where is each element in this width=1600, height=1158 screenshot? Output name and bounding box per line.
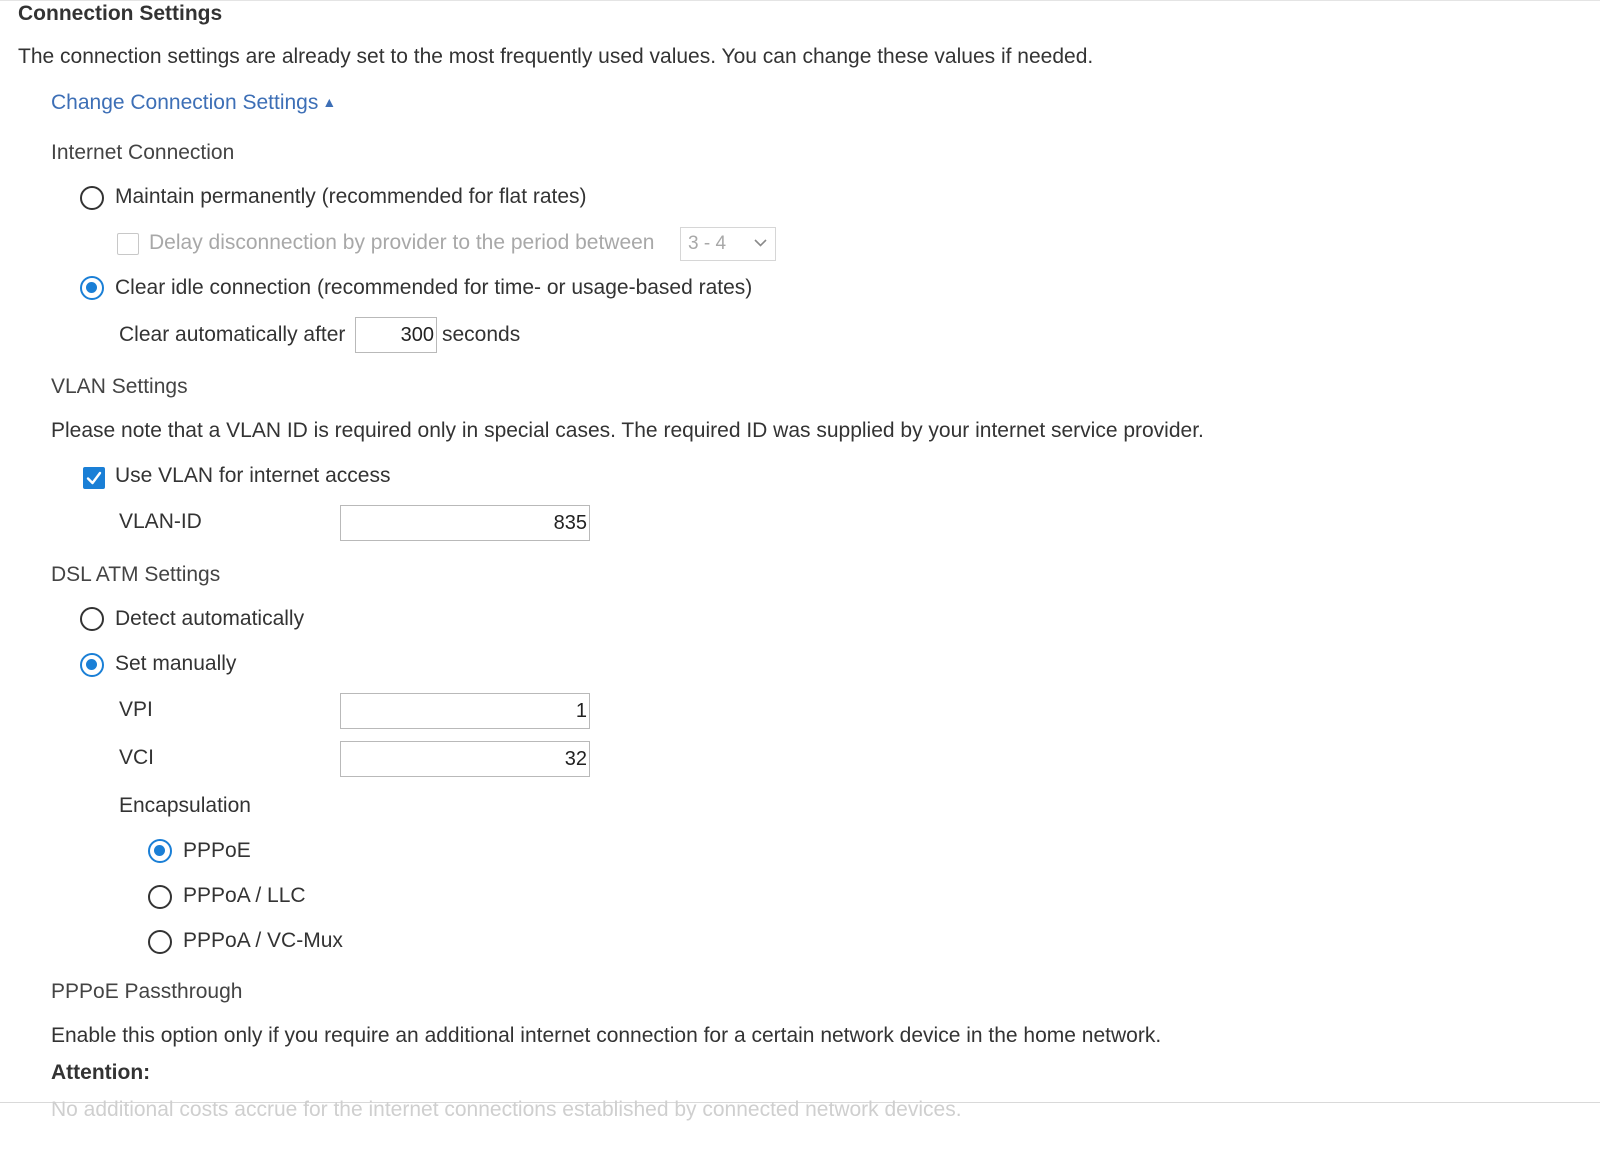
label-set-manually: Set manually bbox=[115, 652, 237, 675]
label-maintain-permanently: Maintain permanently (recommended for flat rates) bbox=[115, 185, 587, 208]
passthrough-description: Enable this option only if you require an additional internet connection for a certain network device in the home network. bbox=[51, 1024, 1162, 1047]
radio-maintain-permanently[interactable] bbox=[80, 186, 104, 210]
label-vlan-id: VLAN-ID bbox=[119, 510, 202, 533]
radio-enc-pppoa-vcmux[interactable] bbox=[148, 930, 172, 954]
label-detect-automatically: Detect automatically bbox=[115, 607, 305, 630]
label-enc-pppoa-llc: PPPoA / LLC bbox=[183, 884, 306, 907]
checkbox-use-vlan[interactable] bbox=[83, 467, 105, 489]
label-enc-pppoe: PPPoE bbox=[183, 839, 251, 862]
radio-detect-automatically[interactable] bbox=[80, 607, 104, 631]
change-settings-label: Change Connection Settings bbox=[51, 91, 319, 114]
radio-enc-pppoa-llc[interactable] bbox=[148, 885, 172, 909]
caret-up-icon: ▲ bbox=[322, 94, 337, 110]
radio-clear-idle[interactable] bbox=[80, 276, 104, 300]
label-seconds: seconds bbox=[442, 323, 521, 346]
label-delay-disconnection: Delay disconnection by provider to the period between bbox=[149, 231, 655, 254]
dsl-atm-heading: DSL ATM Settings bbox=[51, 563, 221, 586]
vpi-input[interactable] bbox=[340, 693, 590, 729]
radio-set-manually[interactable] bbox=[80, 653, 104, 677]
delay-period-value: 3 - 4 bbox=[688, 233, 727, 254]
label-enc-pppoa-vcmux: PPPoA / VC-Mux bbox=[183, 929, 343, 952]
radio-enc-pppoe[interactable] bbox=[148, 839, 172, 863]
label-clear-idle: Clear idle connection (recommended for time- or usage-based rates) bbox=[115, 276, 753, 299]
label-clear-after: Clear automatically after bbox=[119, 323, 346, 346]
label-vpi: VPI bbox=[119, 698, 153, 721]
internet-connection-heading: Internet Connection bbox=[51, 141, 235, 164]
label-vci: VCI bbox=[119, 746, 155, 769]
vlan-settings-heading: VLAN Settings bbox=[51, 375, 188, 398]
checkbox-delay-disconnection[interactable] bbox=[117, 233, 139, 255]
delay-period-select[interactable] bbox=[680, 227, 776, 261]
section-description: The connection settings are already set to the most frequently used values. You can change these values if needed. bbox=[18, 45, 1094, 68]
checkmark-icon bbox=[86, 470, 102, 486]
label-use-vlan: Use VLAN for internet access bbox=[115, 464, 391, 487]
vlan-id-input[interactable] bbox=[340, 505, 590, 541]
clear-after-seconds-input[interactable] bbox=[355, 317, 437, 353]
label-encapsulation: Encapsulation bbox=[119, 794, 251, 817]
pppoe-passthrough-heading: PPPoE Passthrough bbox=[51, 980, 243, 1003]
chevron-down-icon bbox=[754, 239, 767, 247]
attention-label: Attention: bbox=[51, 1061, 151, 1084]
section-title: Connection Settings bbox=[18, 2, 223, 25]
top-border bbox=[0, 0, 1600, 1]
vlan-note: Please note that a VLAN ID is required only in special cases. The required ID was supplied by your internet service provider. bbox=[51, 419, 1204, 442]
change-settings-link[interactable] bbox=[51, 91, 336, 115]
attention-text: No additional costs accrue for the internet connections established by connected network devices. bbox=[51, 1098, 962, 1121]
vci-input[interactable] bbox=[340, 741, 590, 777]
